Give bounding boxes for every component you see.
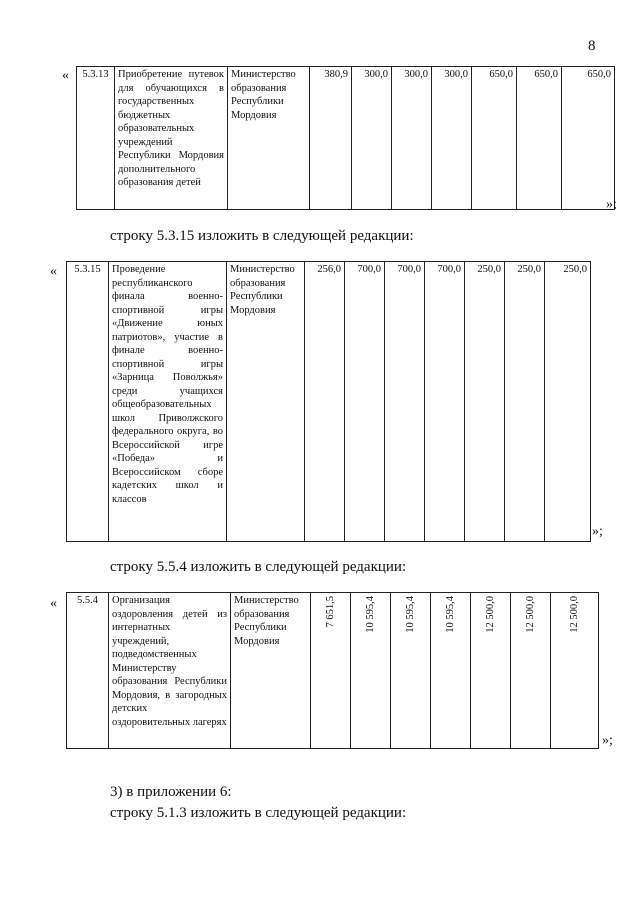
- row-description: Проведение республиканского финала военно-спортивной игры «Движение юных патриотов», участие в финале военно-спортивной игры «Зарница Поволжья» среди учащихся общеобразовательных школ Приволжского федерального округа, во Всероссийской игре «Победа» и Всероссийском сборе кадетских школ и классов: [109, 262, 227, 542]
- table-row-5-3-13: [76, 66, 615, 210]
- instruction-paragraph: строку 5.1.3 изложить в следующей редакции:: [110, 805, 407, 821]
- row-code: 5.3.15: [67, 262, 109, 542]
- page-number: 8: [588, 38, 596, 54]
- value-cell: 7 651,5: [324, 596, 336, 628]
- value-cell: 10 595,4: [404, 596, 416, 633]
- value-cell: 10 595,4: [364, 596, 376, 633]
- row-description: Приобретение путевок для обучающихся в государственных бюджетных образовательных учреждений Республики Мордовия дополнительного образования детей: [115, 67, 228, 210]
- instruction-paragraph: строку 5.5.4 изложить в следующей редакции:: [110, 559, 407, 575]
- row-code: 5.3.13: [77, 67, 115, 210]
- row-ministry: Министерство образования Республики Мордовия: [231, 593, 311, 749]
- value-cell: 12 500,0: [484, 596, 496, 633]
- open-quote: «: [50, 264, 57, 279]
- row-description: Организация оздоровления детей из интернатных учреждений, подведомственных Министерству образования Республики Мордовия, в загородных детских оздоровительных лагерях: [109, 593, 231, 749]
- value-cell: 700,0: [425, 262, 465, 542]
- value-cell: 12 500,0: [524, 596, 536, 633]
- row-ministry: Министерство образования Республики Мордовия: [227, 262, 305, 542]
- value-cell: 250,0: [505, 262, 545, 542]
- close-mark: »;: [592, 524, 603, 539]
- value-cell: 300,0: [392, 67, 432, 210]
- value-cell: 700,0: [345, 262, 385, 542]
- value-cell: 250,0: [465, 262, 505, 542]
- open-quote: «: [62, 68, 69, 83]
- table-row-5-3-15: [66, 261, 591, 542]
- value-cell: 250,0: [545, 262, 591, 542]
- row-ministry: Министерство образования Республики Мордовия: [228, 67, 310, 210]
- value-cell: 380,9: [310, 67, 352, 210]
- instruction-paragraph: строку 5.3.15 изложить в следующей редакции:: [110, 228, 414, 244]
- table-row-5-5-4: [66, 592, 599, 749]
- instruction-paragraph: 3) в приложении 6:: [110, 784, 232, 800]
- value-cell: 300,0: [352, 67, 392, 210]
- value-cell: 10 595,4: [444, 596, 456, 633]
- open-quote: «: [50, 596, 57, 611]
- value-cell: 256,0: [305, 262, 345, 542]
- value-cell: 650,0: [472, 67, 517, 210]
- row-code: 5.5.4: [67, 593, 109, 749]
- value-cell: 300,0: [432, 67, 472, 210]
- value-cell: 700,0: [385, 262, 425, 542]
- close-mark: »;: [602, 733, 613, 748]
- value-cell: 12 500,0: [568, 596, 580, 633]
- value-cell: 650,0: [562, 67, 615, 210]
- close-mark: »;: [606, 197, 617, 212]
- value-cell: 650,0: [517, 67, 562, 210]
